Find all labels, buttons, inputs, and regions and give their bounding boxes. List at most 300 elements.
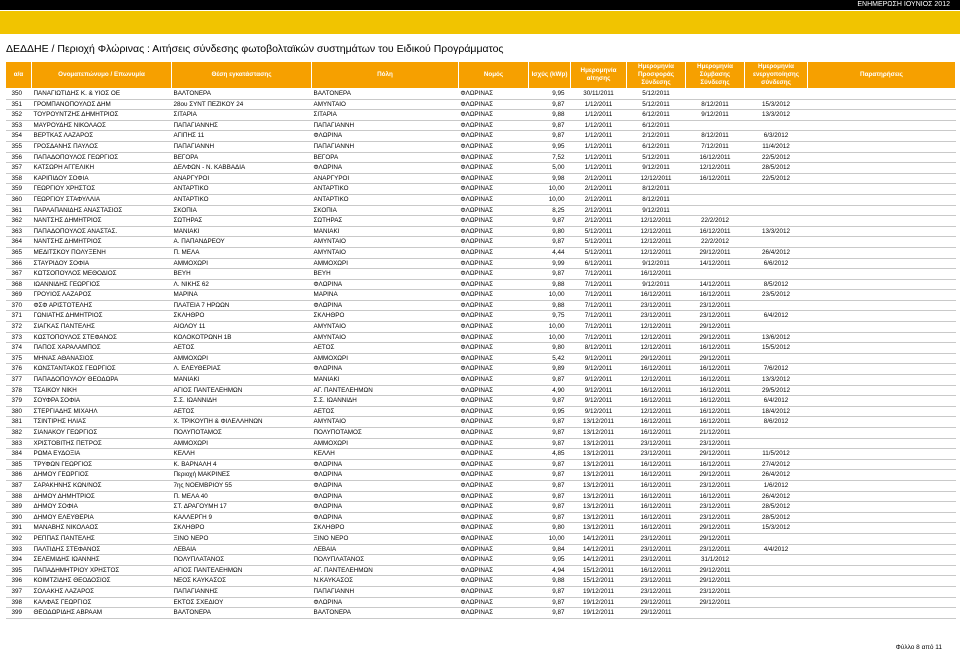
offer-date: 6/12/2011 <box>627 141 686 152</box>
prefecture: ΦΛΩΡΙΝΑΣ <box>459 110 529 121</box>
city: Ν.ΚΑΥΚΑΣΟΣ <box>312 576 459 587</box>
table-row <box>6 470 956 481</box>
activation-date <box>745 608 808 619</box>
remarks <box>808 406 956 417</box>
power-kwp: 7,52 <box>529 152 571 163</box>
power-kwp: 9,87 <box>529 502 571 513</box>
city: ΠΑΠΑΓΙΑΝΝΗ <box>312 586 459 597</box>
installation-site: ΠΑΠΑΓΙΑΝΝΗ <box>172 141 312 152</box>
row-number: 351 <box>6 99 32 110</box>
power-kwp: 9,87 <box>529 375 571 386</box>
applicant-name: ΓΩΝΙΑΤΗΣ ΔΗΜΗΤΡΙΟΣ <box>32 311 172 322</box>
power-kwp: 9,87 <box>529 491 571 502</box>
application-date: 13/12/2011 <box>571 523 627 534</box>
offer-date: 16/12/2011 <box>627 290 686 301</box>
contract-date: 29/12/2011 <box>686 597 745 608</box>
application-date: 19/12/2011 <box>571 608 627 619</box>
contract-date: 16/12/2011 <box>686 226 745 237</box>
city: ΚΕΛΛΗ <box>312 449 459 460</box>
row-number: 362 <box>6 216 32 227</box>
contract-date: 14/12/2011 <box>686 258 745 269</box>
application-date: 13/12/2011 <box>571 459 627 470</box>
contract-date: 23/12/2011 <box>686 544 745 555</box>
applicant-name: ΣΤΕΡΓΙΑΔΗΣ ΜΙΧΑΗΛ <box>32 406 172 417</box>
offer-date: 23/12/2011 <box>627 576 686 587</box>
application-date: 14/12/2011 <box>571 533 627 544</box>
activation-date: 13/3/2012 <box>745 110 808 121</box>
contract-date: 16/12/2011 <box>686 417 745 428</box>
power-kwp: 9,75 <box>529 311 571 322</box>
row-number: 363 <box>6 226 32 237</box>
prefecture: ΦΛΩΡΙΝΑΣ <box>459 533 529 544</box>
applications-table <box>5 61 956 619</box>
city: ΜΑΡΙΝΑ <box>312 290 459 301</box>
table-row <box>6 163 956 174</box>
applicant-name: ΔΗΜΟΥ ΔΗΜΗΤΡΙΟΣ <box>32 491 172 502</box>
power-kwp: 9,87 <box>529 608 571 619</box>
row-number: 364 <box>6 237 32 248</box>
installation-site: ΒΕΓΟΡΑ <box>172 152 312 163</box>
prefecture: ΦΛΩΡΙΝΑΣ <box>459 470 529 481</box>
power-kwp: 9,87 <box>529 586 571 597</box>
city: ΠΟΛΥΠΟΤΑΜΟΣ <box>312 428 459 439</box>
installation-site: ΒΑΛΤΟΝΕΡΑ <box>172 89 312 100</box>
installation-site: ΣΚΛΗΘΡΟ <box>172 311 312 322</box>
remarks <box>808 353 956 364</box>
city: ΑΜΥΝΤΑΙΟ <box>312 417 459 428</box>
offer-date: 9/12/2011 <box>627 163 686 174</box>
city: ΑΝΑΡΓΥΡΟΙ <box>312 173 459 184</box>
power-kwp: 4,90 <box>529 385 571 396</box>
city: ΑΜΜΟΧΩΡΙ <box>312 438 459 449</box>
power-kwp: 4,44 <box>529 247 571 258</box>
city: ΑΜΥΝΤΑΙΟ <box>312 322 459 333</box>
table-row <box>6 290 956 301</box>
activation-date: 15/3/2012 <box>745 523 808 534</box>
row-number: 388 <box>6 491 32 502</box>
offer-date: 16/12/2011 <box>627 502 686 513</box>
remarks <box>808 131 956 142</box>
applicant-name: ΜΕΔΙΤΣΚΟΥ ΠΟΛΥΞΕΝΗ <box>32 247 172 258</box>
activation-date: 6/4/2012 <box>745 311 808 322</box>
table-row <box>6 269 956 280</box>
contract-date: 29/12/2011 <box>686 523 745 534</box>
city: ΞΙΝΟ ΝΕΡΟ <box>312 533 459 544</box>
installation-site: ΑΓΙΟΣ ΠΑΝΤΕΛΕΗΜΩΝ <box>172 385 312 396</box>
contract-date: 23/12/2011 <box>686 512 745 523</box>
row-number: 376 <box>6 364 32 375</box>
applicant-name: ΒΕΡΤΚΑΣ ΛΑΖΑΡΟΣ <box>32 131 172 142</box>
row-number: 393 <box>6 544 32 555</box>
city: ΑΜΜΟΧΩΡΙ <box>312 353 459 364</box>
table-row <box>6 173 956 184</box>
application-date: 9/12/2011 <box>571 364 627 375</box>
offer-date: 16/12/2011 <box>627 396 686 407</box>
power-kwp: 9,87 <box>529 597 571 608</box>
table-row <box>6 576 956 587</box>
row-number: 374 <box>6 343 32 354</box>
table-row <box>6 523 956 534</box>
row-number: 399 <box>6 608 32 619</box>
applicant-name: ΘΕΟΔΩΡΙΔΗΣ ΑΒΡΑΑΜ <box>32 608 172 619</box>
installation-site: ΠΑΠΑΓΙΑΝΝΗΣ <box>172 586 312 597</box>
city: ΦΛΩΡΙΝΑ <box>312 480 459 491</box>
installation-site: Χ. ΤΡΙΚΟΥΠΗ & ΦΙΛΕΛΛΗΝΩΝ <box>172 417 312 428</box>
city: ΒΑΛΤΟΝΕΡΑ <box>312 89 459 100</box>
application-date: 13/12/2011 <box>571 480 627 491</box>
installation-site: Λ. ΝΙΚΗΣ 62 <box>172 279 312 290</box>
contract-date: 23/12/2011 <box>686 311 745 322</box>
offer-date: 16/12/2011 <box>627 523 686 534</box>
power-kwp: 9,95 <box>529 406 571 417</box>
city: ΦΛΩΡΙΝΑ <box>312 364 459 375</box>
city: ΑΓ. ΠΑΝΤΕΛΕΗΜΩΝ <box>312 385 459 396</box>
prefecture: ΦΛΩΡΙΝΑΣ <box>459 502 529 513</box>
row-number: 379 <box>6 396 32 407</box>
city: ΒΕΓΟΡΑ <box>312 152 459 163</box>
table-row <box>6 555 956 566</box>
contract-date: 16/12/2011 <box>686 491 745 502</box>
col-header-aa: α/α <box>6 62 32 89</box>
prefecture: ΦΛΩΡΙΝΑΣ <box>459 89 529 100</box>
applicant-name: ΚΑΡΙΠΙΔΟΥ ΣΟΦΙΑ <box>32 173 172 184</box>
contract-date: 29/12/2011 <box>686 576 745 587</box>
prefecture: ΦΛΩΡΙΝΑΣ <box>459 565 529 576</box>
activation-date <box>745 533 808 544</box>
installation-site: ΕΚΤΟΣ ΣΧΕΔΙΟΥ <box>172 597 312 608</box>
row-number: 352 <box>6 110 32 121</box>
installation-site: ΜΑΡΙΝΑ <box>172 290 312 301</box>
activation-date: 7/6/2012 <box>745 364 808 375</box>
row-number: 365 <box>6 247 32 258</box>
application-date: 15/12/2011 <box>571 576 627 587</box>
application-date: 1/12/2011 <box>571 131 627 142</box>
application-date: 8/12/2011 <box>571 343 627 354</box>
contract-date <box>686 184 745 195</box>
activation-date: 1/6/2012 <box>745 480 808 491</box>
remarks <box>808 449 956 460</box>
power-kwp: 9,95 <box>529 89 571 100</box>
installation-site: ΝΕΟΣ ΚΑΥΚΑΣΟΣ <box>172 576 312 587</box>
contract-date: 21/12/2011 <box>686 428 745 439</box>
city: ΑΜΥΝΤΑΙΟ <box>312 332 459 343</box>
application-date: 6/12/2011 <box>571 258 627 269</box>
application-date: 1/12/2011 <box>571 141 627 152</box>
prefecture: ΦΛΩΡΙΝΑΣ <box>459 290 529 301</box>
activation-date <box>745 322 808 333</box>
table-row <box>6 375 956 386</box>
row-number: 384 <box>6 449 32 460</box>
remarks <box>808 237 956 248</box>
city: ΜΑΝΙΑΚΙ <box>312 226 459 237</box>
table-row <box>6 417 956 428</box>
contract-date: 16/12/2011 <box>686 396 745 407</box>
row-number: 397 <box>6 586 32 597</box>
application-date: 7/12/2011 <box>571 332 627 343</box>
contract-date <box>686 205 745 216</box>
offer-date: 23/12/2011 <box>627 555 686 566</box>
power-kwp: 8,25 <box>529 205 571 216</box>
contract-date: 29/12/2011 <box>686 353 745 364</box>
city: ΑΕΤΟΣ <box>312 343 459 354</box>
offer-date: 29/12/2011 <box>627 597 686 608</box>
power-kwp: 9,88 <box>529 279 571 290</box>
offer-date: 29/12/2011 <box>627 353 686 364</box>
applicant-name: ΠΑΛΤΙΔΗΣ ΣΤΕΦΑΝΟΣ <box>32 544 172 555</box>
activation-date: 11/4/2012 <box>745 141 808 152</box>
offer-date: 5/12/2011 <box>627 89 686 100</box>
application-date: 2/12/2011 <box>571 205 627 216</box>
applicant-name: ΤΟΥΡΟΥΝΤΖΗΣ ΔΗΜΗΤΡΙΟΣ <box>32 110 172 121</box>
offer-date: 16/12/2011 <box>627 417 686 428</box>
power-kwp: 9,87 <box>529 428 571 439</box>
installation-site: ΠΟΛΥΠΟΤΑΜΟΣ <box>172 428 312 439</box>
city: ΦΛΩΡΙΝΑ <box>312 597 459 608</box>
offer-date: 12/12/2011 <box>627 216 686 227</box>
contract-date <box>686 269 745 280</box>
remarks <box>808 322 956 333</box>
application-date: 7/12/2011 <box>571 279 627 290</box>
applicant-name: ΚΑΛΦΑΣ ΓΕΩΡΓΙΟΣ <box>32 597 172 608</box>
activation-date: 13/3/2012 <box>745 226 808 237</box>
row-number: 361 <box>6 205 32 216</box>
contract-date: 16/12/2011 <box>686 343 745 354</box>
application-date: 13/12/2011 <box>571 438 627 449</box>
table-row <box>6 502 956 513</box>
applicant-name: ΣΟΛΑΚΗΣ ΛΑΖΑΡΟΣ <box>32 586 172 597</box>
prefecture: ΦΛΩΡΙΝΑΣ <box>459 512 529 523</box>
offer-date: 23/12/2011 <box>627 533 686 544</box>
table-row <box>6 322 956 333</box>
offer-date: 16/12/2011 <box>627 480 686 491</box>
installation-site: Σ.Σ. ΙΩΑΝΝΙΔΗ <box>172 396 312 407</box>
row-number: 391 <box>6 523 32 534</box>
prefecture: ΦΛΩΡΙΝΑΣ <box>459 332 529 343</box>
row-number: 390 <box>6 512 32 523</box>
activation-date: 23/5/2012 <box>745 290 808 301</box>
city: ΦΛΩΡΙΝΑ <box>312 470 459 481</box>
applicant-name: ΜΗΝΑΣ ΑΘΑΝΑΣΙΟΣ <box>32 353 172 364</box>
city: ΣΚΛΗΘΡΟ <box>312 311 459 322</box>
table-row <box>6 533 956 544</box>
application-date: 2/12/2011 <box>571 173 627 184</box>
offer-date: 5/12/2011 <box>627 152 686 163</box>
table-row <box>6 480 956 491</box>
power-kwp: 9,87 <box>529 470 571 481</box>
col-header-contract-date: Ημερομηνία Σύμβασης Σύνδεσης <box>686 62 745 89</box>
applicant-name: ΣΙΑΓΚΑΣ ΠΑΝΤΕΛΗΣ <box>32 322 172 333</box>
remarks <box>808 311 956 322</box>
applicant-name: ΜΑΝΑΒΗΣ ΝΙΚΟΛΑΟΣ <box>32 523 172 534</box>
row-number: 377 <box>6 375 32 386</box>
table-row <box>6 89 956 100</box>
power-kwp: 5,42 <box>529 353 571 364</box>
offer-date: 23/12/2011 <box>627 311 686 322</box>
prefecture: ΦΛΩΡΙΝΑΣ <box>459 269 529 280</box>
prefecture: ΦΛΩΡΙΝΑΣ <box>459 438 529 449</box>
contract-date: 23/12/2011 <box>686 586 745 597</box>
top-bar <box>0 0 960 10</box>
contract-date: 7/12/2011 <box>686 141 745 152</box>
row-number: 358 <box>6 173 32 184</box>
offer-date: 16/12/2011 <box>627 565 686 576</box>
remarks <box>808 565 956 576</box>
activation-date <box>745 237 808 248</box>
prefecture: ΦΛΩΡΙΝΑΣ <box>459 226 529 237</box>
prefecture: ΦΛΩΡΙΝΑΣ <box>459 576 529 587</box>
remarks <box>808 385 956 396</box>
power-kwp: 4,94 <box>529 565 571 576</box>
table-row <box>6 608 956 619</box>
activation-date: 4/4/2012 <box>745 544 808 555</box>
remarks <box>808 470 956 481</box>
offer-date: 12/12/2011 <box>627 343 686 354</box>
row-number: 356 <box>6 152 32 163</box>
remarks <box>808 194 956 205</box>
city: ΑΜΥΝΤΑΙΟ <box>312 247 459 258</box>
installation-site: ΑΜΜΟΧΩΡΙ <box>172 353 312 364</box>
city: ΦΛΩΡΙΝΑ <box>312 131 459 142</box>
contract-date <box>686 89 745 100</box>
row-number: 370 <box>6 300 32 311</box>
offer-date: 23/12/2011 <box>627 544 686 555</box>
row-number: 398 <box>6 597 32 608</box>
installation-site: ΠΟΛΥΠΛΑΤΑΝΟΣ <box>172 555 312 566</box>
power-kwp: 9,89 <box>529 364 571 375</box>
row-number: 383 <box>6 438 32 449</box>
remarks <box>808 226 956 237</box>
remarks <box>808 99 956 110</box>
city: ΑΜΥΝΤΑΙΟ <box>312 99 459 110</box>
table-row <box>6 406 956 417</box>
offer-date: 16/12/2011 <box>627 385 686 396</box>
contract-date: 29/12/2011 <box>686 533 745 544</box>
remarks <box>808 258 956 269</box>
application-date: 2/12/2011 <box>571 184 627 195</box>
remarks <box>808 163 956 174</box>
row-number: 382 <box>6 428 32 439</box>
activation-date: 6/6/2012 <box>745 258 808 269</box>
contract-date <box>686 120 745 131</box>
application-date: 9/12/2011 <box>571 353 627 364</box>
power-kwp: 9,87 <box>529 512 571 523</box>
prefecture: ΦΛΩΡΙΝΑΣ <box>459 300 529 311</box>
prefecture: ΦΛΩΡΙΝΑΣ <box>459 608 529 619</box>
offer-date: 23/12/2011 <box>627 449 686 460</box>
remarks <box>808 375 956 386</box>
remarks <box>808 152 956 163</box>
activation-date: 8/6/2012 <box>745 417 808 428</box>
activation-date: 11/5/2012 <box>745 449 808 460</box>
table-row <box>6 205 956 216</box>
table-row <box>6 141 956 152</box>
installation-site: ΚΑΛΛΕΡΓΗ 9 <box>172 512 312 523</box>
prefecture: ΦΛΩΡΙΝΑΣ <box>459 163 529 174</box>
remarks <box>808 184 956 195</box>
activation-date: 6/4/2012 <box>745 396 808 407</box>
installation-site: ΑΜΜΟΧΩΡΙ <box>172 258 312 269</box>
row-number: 387 <box>6 480 32 491</box>
row-number: 380 <box>6 406 32 417</box>
row-number: 350 <box>6 89 32 100</box>
activation-date <box>745 269 808 280</box>
offer-date: 29/12/2011 <box>627 608 686 619</box>
activation-date: 13/6/2012 <box>745 332 808 343</box>
row-number: 396 <box>6 576 32 587</box>
table-row <box>6 364 956 375</box>
application-date: 1/12/2011 <box>571 99 627 110</box>
applicant-name: ΚΩΣΤΟΠΟΥΛΟΣ ΣΤΕΦΑΝΟΣ <box>32 332 172 343</box>
contract-date: 12/12/2011 <box>686 163 745 174</box>
contract-date: 9/12/2011 <box>686 110 745 121</box>
activation-date: 29/5/2012 <box>745 385 808 396</box>
offer-date: 23/12/2011 <box>627 438 686 449</box>
offer-date: 16/12/2011 <box>627 364 686 375</box>
col-header-city: Πόλη <box>312 62 459 89</box>
activation-date: 22/5/2012 <box>745 173 808 184</box>
table-row <box>6 512 956 523</box>
application-date: 14/12/2011 <box>571 544 627 555</box>
prefecture: ΦΛΩΡΙΝΑΣ <box>459 375 529 386</box>
contract-date: 16/12/2011 <box>686 364 745 375</box>
installation-site: ΚΟΛΟΚΟΤΡΩΝΗ 1Β <box>172 332 312 343</box>
prefecture: ΦΛΩΡΙΝΑΣ <box>459 311 529 322</box>
col-header-location: Θέση εγκατάστασης <box>172 62 312 89</box>
power-kwp: 10,00 <box>529 290 571 301</box>
remarks <box>808 141 956 152</box>
city: ΦΛΩΡΙΝΑ <box>312 491 459 502</box>
applicant-name: ΠΑΝΑΓΙΩΤΙΔΗΣ Κ. & ΥΙΟΣ ΟΕ <box>32 89 172 100</box>
remarks <box>808 523 956 534</box>
installation-site: ΜΑΝΙΑΚΙ <box>172 226 312 237</box>
table-row <box>6 99 956 110</box>
contract-date: 29/12/2011 <box>686 449 745 460</box>
remarks <box>808 417 956 428</box>
contract-date: 8/12/2011 <box>686 131 745 142</box>
power-kwp: 9,95 <box>529 555 571 566</box>
activation-date: 8/5/2012 <box>745 279 808 290</box>
installation-site: 28ου ΣΥΝΤ ΠΕΖΙΚΟΥ 24 <box>172 99 312 110</box>
application-date: 1/12/2011 <box>571 152 627 163</box>
application-date: 13/12/2011 <box>571 491 627 502</box>
remarks <box>808 290 956 301</box>
city: ΜΑΝΙΑΚΙ <box>312 375 459 386</box>
installation-site: ΑΕΤΟΣ <box>172 406 312 417</box>
application-date: 9/12/2011 <box>571 396 627 407</box>
contract-date: 23/12/2011 <box>686 300 745 311</box>
installation-site: Κ. ΒΑΡΝΑΛΗ 4 <box>172 459 312 470</box>
application-date: 7/12/2011 <box>571 300 627 311</box>
prefecture: ΦΛΩΡΙΝΑΣ <box>459 279 529 290</box>
table-row <box>6 226 956 237</box>
applicant-name: ΤΡΥΦΩΝ ΓΕΩΡΓΙΟΣ <box>32 459 172 470</box>
city: ΦΛΩΡΙΝΑ <box>312 163 459 174</box>
activation-date <box>745 89 808 100</box>
power-kwp: 9,87 <box>529 269 571 280</box>
contract-date: 8/12/2011 <box>686 99 745 110</box>
activation-date: 15/5/2012 <box>745 343 808 354</box>
offer-date: 12/12/2011 <box>627 406 686 417</box>
col-header-prefecture: Νομός <box>459 62 529 89</box>
table-row <box>6 247 956 258</box>
remarks <box>808 247 956 258</box>
remarks <box>808 216 956 227</box>
contract-date: 29/12/2011 <box>686 247 745 258</box>
application-date: 19/12/2011 <box>571 586 627 597</box>
application-date: 2/12/2011 <box>571 194 627 205</box>
installation-site: ΒΕΥΗ <box>172 269 312 280</box>
table-row <box>6 449 956 460</box>
